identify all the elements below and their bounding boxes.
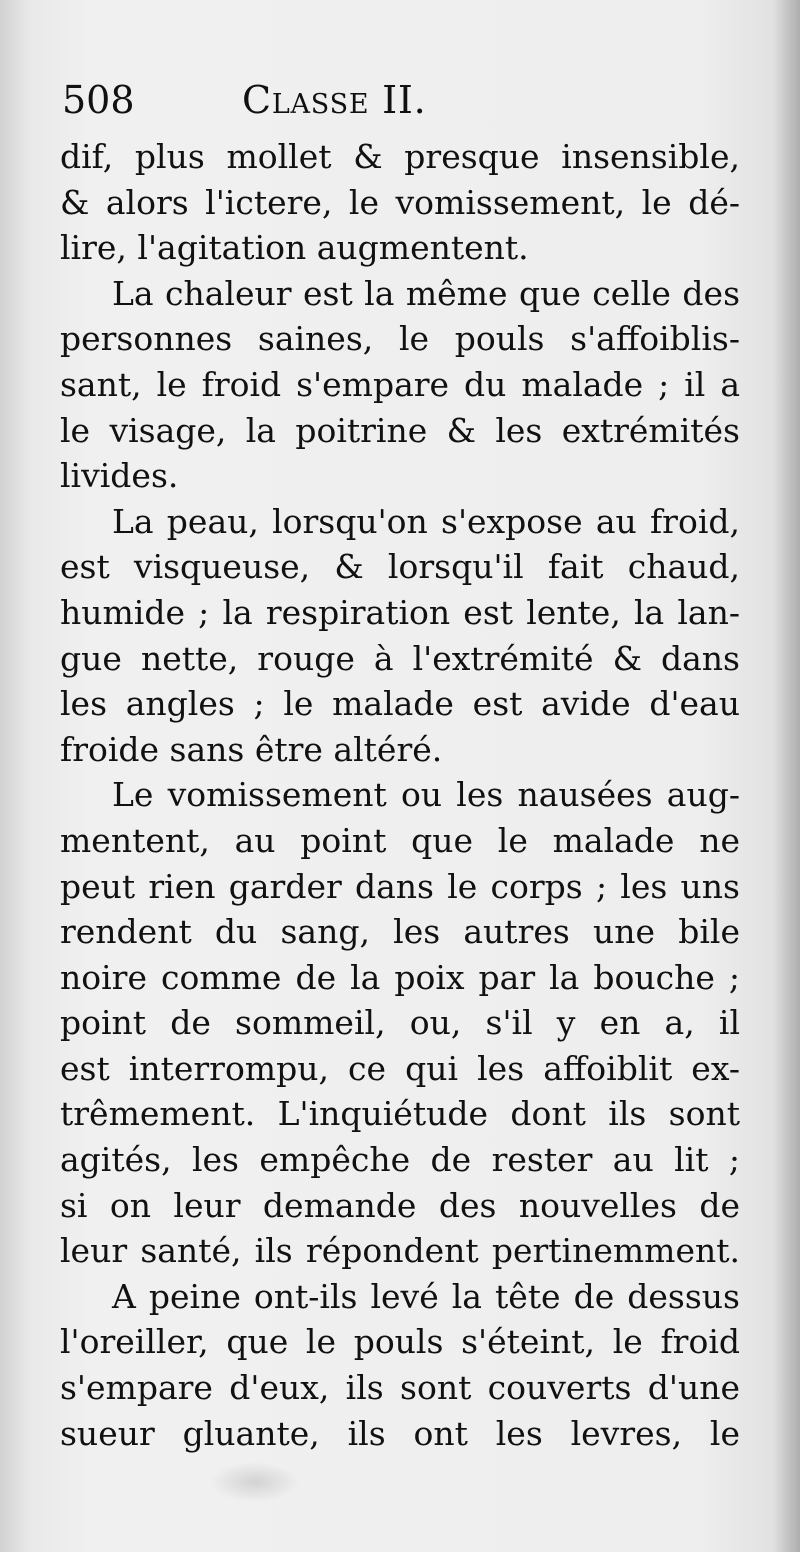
text-line: & alors l'ictere, le vomissement, le dé- [60, 182, 740, 222]
text-line: le visage, la poitrine & les extrémités [60, 410, 740, 450]
text-line: mentent, au point que le malade ne [60, 820, 740, 860]
text-line: humide ; la respiration est lente, la lan- [60, 592, 740, 632]
text-line: est interrompu, ce qui les affoiblit ex- [60, 1048, 740, 1088]
text-line: personnes saines, le pouls s'affoiblis- [60, 319, 740, 359]
text-line: gue nette, rouge à l'extrémité & dans [60, 638, 740, 678]
text-line: livides. [60, 456, 179, 496]
text-line: Le vomissement ou les nausées aug- [112, 775, 740, 815]
text-line: l'oreiller, que le pouls s'éteint, le froid [60, 1322, 740, 1362]
body-text [60, 134, 740, 1456]
text-line: les angles ; le malade est avide d'eau [60, 684, 740, 724]
page-number: 508 [62, 78, 135, 122]
text-line: s'empare d'eux, ils sont couverts d'une [60, 1368, 740, 1408]
text-line: La chaleur est la même que celle des [112, 273, 740, 313]
text-line: noire comme de la poix par la bouche ; [60, 957, 740, 997]
text-line: rendent du sang, les autres une bile [60, 912, 740, 952]
text-line: sant, le froid s'empare du malade ; il a [60, 364, 740, 404]
text-line: si on leur demande des nouvelles de [60, 1185, 740, 1225]
text-line: leur santé, ils répondent pertinemment. [60, 1231, 740, 1271]
text-line: La peau, lorsqu'on s'expose au froid, [112, 501, 740, 541]
text-line: point de sommeil, ou, s'il y en a, il [60, 1003, 740, 1043]
ink-smudge [210, 1462, 300, 1502]
text-line: agités, les empêche de rester au lit ; [60, 1140, 740, 1180]
text-line: dif, plus mollet & presque insensible, [60, 137, 740, 176]
text-line: trêmement. L'inquiétude dont ils sont [60, 1094, 740, 1134]
text-line: peut rien garder dans le corps ; les uns [60, 866, 740, 906]
text-line: sueur gluante, ils ont les levres, le [60, 1413, 740, 1453]
running-title: Classe II. [242, 78, 427, 122]
text-line: froide sans être altéré. [60, 729, 443, 769]
text-line: lire, l'agitation augmentent. [60, 228, 529, 268]
page-header [62, 68, 742, 132]
text-line: A peine ont-ils levé la tête de dessus [112, 1276, 740, 1316]
text-line: est visqueuse, & lorsqu'il fait chaud, [60, 547, 740, 587]
